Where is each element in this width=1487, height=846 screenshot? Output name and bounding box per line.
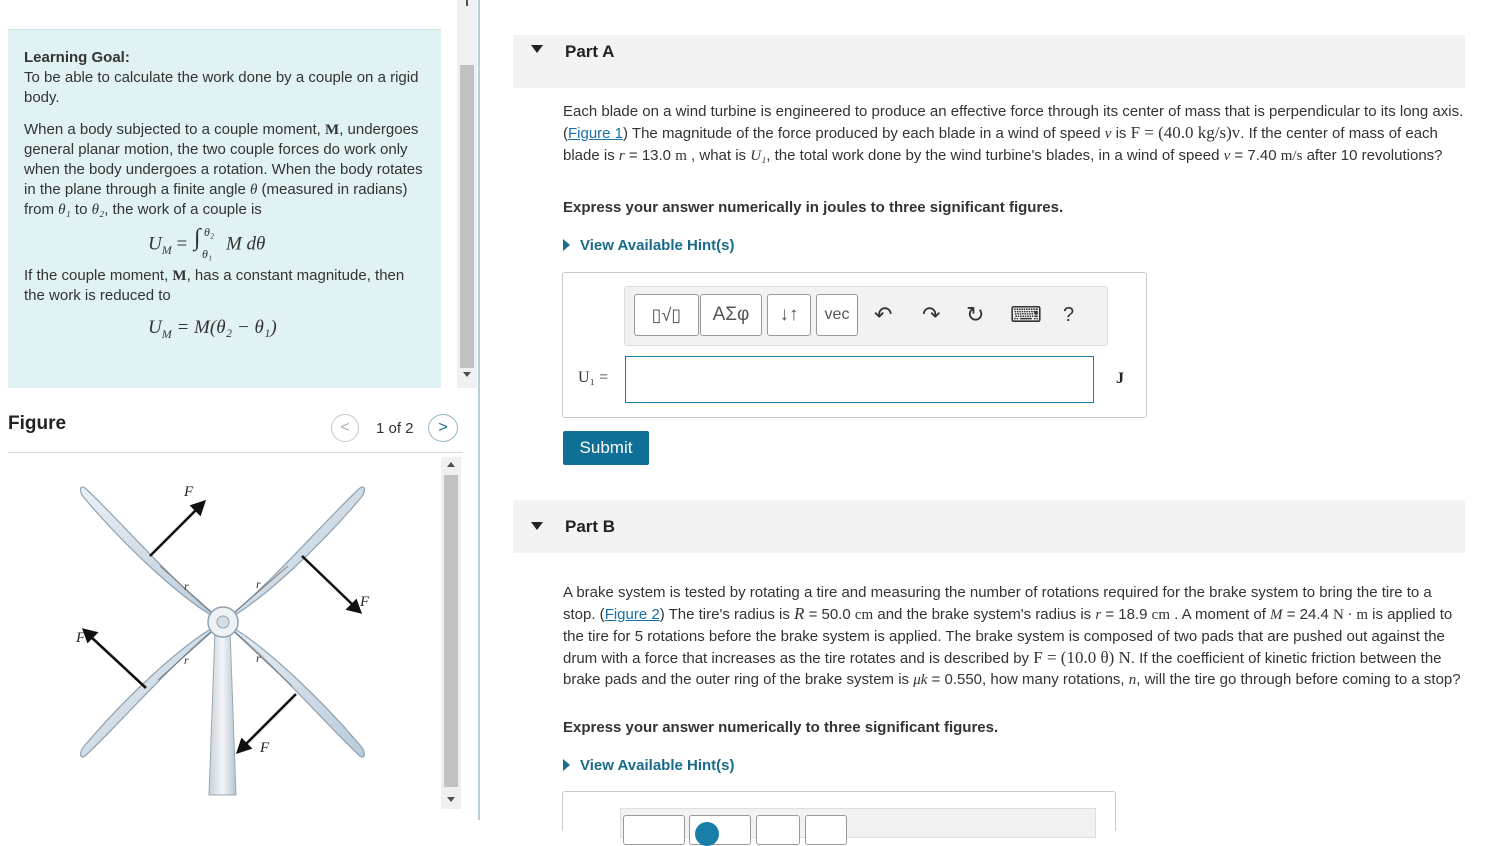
scroll-up-arrow-icon[interactable] [447, 462, 455, 467]
math-toolbar [624, 286, 1108, 346]
templates-button[interactable] [623, 815, 685, 845]
vector-button[interactable] [805, 815, 847, 845]
figure-next-button[interactable]: > [428, 414, 458, 442]
learning-goal-intro: To be able to calculate the work done by a couple on a rigid body. [24, 69, 419, 106]
learning-goal-paragraph-2: If the couple moment, M, has a constant magnitude, then the work is reduced to [24, 267, 405, 305]
part-a-problem-text: Each blade on a wind turbine is engineered to produce an effective force through its center of mass that is perpendicular to its long axis. (Figure 1) The magnitude of the force produced by each blade in a wind of speed v is F = (40.0 kg/s)v. If the center of mass of each blade is r = 13.0 m , what is U₁, the total work done by the wind turbine's blades, in a wind of speed v = 7.40 m/s after 10 revolutions? [563, 103, 1464, 164]
answer-label: U₁ = [578, 369, 609, 386]
part-a-instruction: Express your answer numerically in joules to three significant figures. [563, 199, 1064, 216]
goal-scrollbar[interactable] [457, 0, 477, 388]
arrows-button[interactable]: ↓↑ [767, 294, 811, 336]
figure-1-link[interactable]: Figure 1 [568, 125, 624, 142]
panel-divider[interactable] [478, 0, 480, 820]
wind-turbine-illustration [20, 470, 420, 810]
arrows-button[interactable] [756, 815, 800, 845]
figure-scrollbar[interactable] [441, 457, 461, 809]
force-label-f: F [184, 484, 194, 500]
part-a-answer-box [562, 272, 1147, 418]
keyboard-icon[interactable]: ⌨ [1010, 302, 1042, 327]
figure-2-link[interactable]: Figure 2 [604, 606, 660, 623]
part-a-hint-toggle[interactable]: View Available Hint(s) [563, 237, 735, 254]
expand-triangle-icon [563, 759, 570, 771]
part-a-header[interactable] [513, 35, 1465, 88]
goal-scrollbar-thumb[interactable] [460, 65, 474, 368]
learning-goal-box [8, 29, 441, 388]
part-b-title: Part B [565, 517, 616, 536]
radius-label-r: r [256, 651, 261, 665]
force-label-f: F [360, 594, 370, 610]
force-label-f: F [76, 630, 86, 646]
reset-icon[interactable]: ↻ [966, 302, 985, 327]
wind-turbine-figure [20, 470, 420, 810]
part-b-problem-text: A brake system is tested by rotating a tire and measuring the number of rotations required for the brake system to bring the tire to a stop. (Figure 2) The tire's radius is R = 50.0 cm and the brake system's radius is r = 18.9 cm . A moment of M = 24.4 N · m is applied to the tire for 5 rotations before the brake system is applied. The brake system is composed of two pads that are pushed out against the drum with a force that increases as the tire rotates and is described by F = (10.0 θ) N. If the coefficient of kinetic friction between the brake pads and the outer ring of the brake system is μk = 0.550, how many rotations, n, will the tire go through before coming to a stop? [563, 584, 1461, 688]
figure-divider [8, 452, 463, 453]
force-label-f: F [260, 740, 270, 756]
collapse-triangle-icon[interactable] [531, 522, 543, 530]
part-b-header[interactable] [513, 500, 1465, 553]
learning-goal-paragraph-1: When a body subjected to a couple moment, M, undergoes general planar motion, the two couple forces do work only when the body undergoes a rotation. When the body rotates in the plane through a finite angle θ (measured in radians) from θ₁ to θ₂, the work of a couple is [24, 121, 423, 218]
part-b-answer-box [562, 791, 1116, 831]
learning-goal-title: Learning Goal: [24, 49, 130, 66]
status-bubble [695, 822, 719, 846]
redo-icon[interactable]: ↷ [922, 302, 941, 327]
work-integral-formula: $U_M$ = ∫ θ₂ θ₁ M dθ [148, 225, 266, 261]
scroll-down-arrow-icon[interactable] [447, 797, 455, 802]
part-a-title: Part A [565, 42, 615, 61]
figure-prev-button[interactable]: < [331, 414, 359, 442]
radius-label-r: r [256, 577, 261, 591]
left-panel [0, 0, 480, 829]
submit-button[interactable]: Submit [563, 431, 649, 465]
figure-scrollbar-thumb[interactable] [444, 475, 458, 787]
expand-triangle-icon [563, 239, 570, 251]
templates-button[interactable]: ▯√▯ [634, 294, 699, 336]
math-toolbar [620, 808, 1096, 838]
part-b-hint-toggle[interactable]: View Available Hint(s) [563, 757, 735, 774]
help-icon[interactable]: ? [1063, 304, 1075, 326]
figure-title: Figure [8, 413, 67, 434]
work-constant-formula: $U_M = M(\theta_2 - \theta_1)$ [148, 317, 277, 341]
answer-unit: J [1116, 370, 1124, 387]
greek-symbols-button[interactable]: ΑΣφ [700, 294, 762, 336]
radius-label-r: r [184, 653, 189, 667]
part-b-instruction: Express your answer numerically to three significant figures. [563, 719, 999, 736]
collapse-triangle-icon[interactable] [531, 45, 543, 53]
figure-counter: 1 of 2 [376, 420, 414, 437]
vector-button[interactable]: vec [816, 294, 858, 336]
undo-icon[interactable]: ↶ [874, 302, 893, 327]
answer-input[interactable] [625, 356, 1094, 403]
scroll-down-arrow-icon[interactable] [463, 372, 471, 377]
radius-label-r: r [184, 579, 189, 593]
